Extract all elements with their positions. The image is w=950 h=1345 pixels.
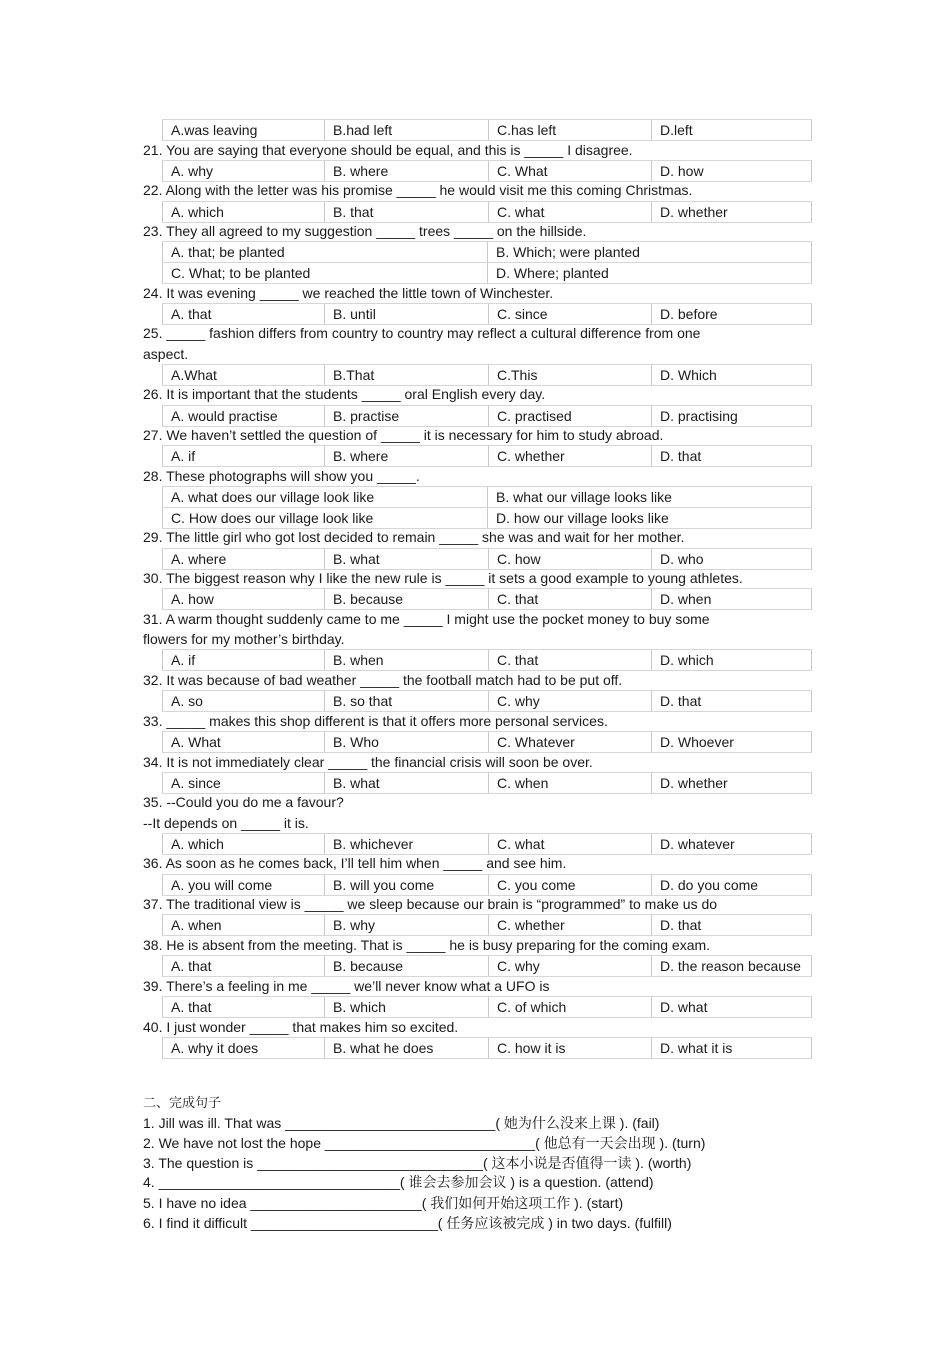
answer-option: D. before [651, 304, 812, 324]
answer-option: D. the reason because [651, 956, 812, 976]
answer-options-row [162, 486, 812, 508]
answer-option: B. so that [324, 691, 486, 711]
answer-options-row [162, 588, 812, 610]
answer-options-row [162, 201, 812, 223]
answer-option: A. What [162, 732, 324, 752]
answer-option: C. Whatever [488, 732, 650, 752]
answer-option: C. you come [488, 875, 650, 895]
answer-options-row [162, 731, 812, 753]
answer-option: B. which [324, 997, 486, 1017]
section-2-title: 二、完成句子 [143, 1096, 222, 1111]
question-text: aspect. [143, 345, 189, 362]
answer-option: D. which [651, 650, 812, 670]
answer-option: B. because [324, 589, 486, 609]
answer-option: D. practising [651, 406, 812, 426]
question-text: 24. It was evening _____ we reached the little town of Winchester. [143, 284, 554, 301]
answer-option: B. practise [324, 406, 486, 426]
question-text: 39. There’s a feeling in me _____ we’ll never know what a UFO is [143, 977, 550, 994]
answer-option: C. What; to be planted [162, 263, 487, 283]
completion-sentence-6: 6. I find it difficult ________________________( 任务应该被完成 ) in two days. (fulfill) [143, 1215, 672, 1231]
answer-option: B.That [324, 365, 486, 385]
completion-sentence-4: 4. _______________________________( 谁会去参加会议 ) is a question. (attend) [143, 1174, 654, 1190]
answer-options-row [162, 772, 812, 794]
answer-options-row [162, 445, 812, 467]
answer-options-row [162, 690, 812, 712]
answer-option: B. why [324, 915, 486, 935]
answer-option: D. whether [651, 773, 812, 793]
answer-options-row [162, 160, 812, 182]
answer-option: A. that [162, 956, 324, 976]
completion-sentence-5: 5. I have no idea ______________________( 我们如何开始这项工作 ). (start) [143, 1195, 624, 1211]
answer-option: B. what our village looks like [487, 487, 812, 507]
answer-option: C. when [488, 773, 650, 793]
answer-option: A.was leaving [162, 120, 324, 140]
answer-option: A. how [162, 589, 324, 609]
question-text: 21. You are saying that everyone should be equal, and this is _____ I disagree. [143, 141, 633, 158]
answer-option: A. if [162, 650, 324, 670]
answer-option: C. why [488, 691, 650, 711]
answer-option: B. because [324, 956, 486, 976]
answer-option: A. why [162, 161, 324, 181]
answer-options-row [162, 874, 812, 896]
answer-option: D. what it is [651, 1038, 812, 1058]
answer-option: D. do you come [651, 875, 812, 895]
answer-option: D.left [651, 120, 812, 140]
answer-option: A. that [162, 304, 324, 324]
answer-option: D. when [651, 589, 812, 609]
answer-options-row [162, 649, 812, 671]
question-text: 33. _____ makes this shop different is that it offers more personal services. [143, 712, 608, 729]
answer-option: C. What [488, 161, 650, 181]
answer-option: C. that [488, 589, 650, 609]
question-text: 23. They all agreed to my suggestion _____ trees _____ on the hillside. [143, 223, 587, 240]
answer-option: D. whether [651, 202, 812, 222]
answer-option: B. where [324, 161, 486, 181]
answer-option: A. where [162, 549, 324, 569]
answer-option: B.had left [324, 120, 486, 140]
answer-options-row [162, 241, 812, 263]
answer-option: C. of which [488, 997, 650, 1017]
answer-options-row [162, 303, 812, 325]
answer-option: C. whether [488, 446, 650, 466]
answer-option: C. why [488, 956, 650, 976]
answer-option: B. what [324, 773, 486, 793]
answer-options-row [162, 1037, 812, 1059]
answer-option: A. which [162, 202, 324, 222]
answer-option: B. whichever [324, 834, 486, 854]
answer-options-row [162, 955, 812, 977]
answer-option: C. what [488, 834, 650, 854]
answer-option: A.What [162, 365, 324, 385]
answer-option: A. why it does [162, 1038, 324, 1058]
answer-option: C. practised [488, 406, 650, 426]
answer-option: D. how [651, 161, 812, 181]
answer-option: A. so [162, 691, 324, 711]
answer-option: C. how it is [488, 1038, 650, 1058]
answer-option: C. How does our village look like [162, 508, 487, 528]
answer-option: A. if [162, 446, 324, 466]
answer-option: A. you will come [162, 875, 324, 895]
question-text: 38. He is absent from the meeting. That is _____ he is busy preparing for the coming exam. [143, 937, 711, 953]
answer-options-row [162, 833, 812, 855]
answer-option: C. since [488, 304, 650, 324]
question-text: 31. A warm thought suddenly came to me _____ I might use the pocket money to buy some [143, 611, 710, 627]
question-text: 30. The biggest reason why I like the new rule is _____ it sets a good example to young athletes. [143, 570, 743, 587]
answer-option: B. what he does [324, 1038, 486, 1058]
question-text: 32. It was because of bad weather _____ the football match had to be put off. [143, 672, 623, 688]
answer-option: A. since [162, 773, 324, 793]
answer-option: C. that [488, 650, 650, 670]
answer-option: D. that [651, 446, 812, 466]
question-text: 34. It is not immediately clear _____ the financial crisis will soon be over. [143, 753, 593, 770]
answer-option: B. until [324, 304, 486, 324]
question-text: 29. The little girl who got lost decided to remain _____ she was and wait for her mother. [143, 529, 685, 546]
answer-option: A. would practise [162, 406, 324, 426]
answer-option: A. that; be planted [162, 242, 487, 262]
answer-options-row [162, 262, 812, 284]
answer-options-row [162, 914, 812, 936]
answer-option: B. Who [324, 732, 486, 752]
question-text: 22. Along with the letter was his promise _____ he would visit me this coming Christmas. [143, 182, 693, 199]
answer-option: B. what [324, 549, 486, 569]
answer-option: A. what does our village look like [162, 487, 487, 507]
completion-sentence-2: 2. We have not lost the hope ___________________________( 他总有一天会出现 ). (turn) [143, 1135, 706, 1151]
answer-options-row [162, 119, 812, 141]
question-text: 40. I just wonder _____ that makes him so excited. [143, 1018, 459, 1035]
answer-options-row [162, 507, 812, 529]
answer-option: A. which [162, 834, 324, 854]
answer-option: D. how our village looks like [487, 508, 812, 528]
question-text: 26. It is important that the students _____ oral English every day. [143, 386, 546, 403]
answer-option: C. what [488, 202, 650, 222]
answer-option: C.This [488, 365, 650, 385]
question-text: 36. As soon as he comes back, I’ll tell him when _____ and see him. [143, 855, 567, 872]
answer-option: D. Where; planted [487, 263, 812, 283]
question-text: flowers for my mother’s birthday. [143, 631, 345, 648]
question-text: 27. We haven’t settled the question of _____ it is necessary for him to study abroad. [143, 427, 664, 444]
answer-option: D. Which [651, 365, 812, 385]
answer-option: C. how [488, 549, 650, 569]
answer-option: A. when [162, 915, 324, 935]
answer-option: D. that [651, 915, 812, 935]
answer-option: B. where [324, 446, 486, 466]
question-text: --It depends on _____ it is. [143, 814, 309, 831]
answer-options-row [162, 364, 812, 386]
completion-sentence-3: 3. The question is _____________________________( 这本小说是否值得一读 ). (worth) [143, 1155, 692, 1171]
answer-option: D. that [651, 691, 812, 711]
answer-option: D. whatever [651, 834, 812, 854]
answer-options-row [162, 996, 812, 1018]
question-text: 35. --Could you do me a favour? [143, 794, 344, 811]
answer-option: B. Which; were planted [487, 242, 812, 262]
answer-option: D. who [651, 549, 812, 569]
answer-option: D. what [651, 997, 812, 1017]
answer-option: A. that [162, 997, 324, 1017]
answer-option: B. when [324, 650, 486, 670]
answer-options-row [162, 405, 812, 427]
answer-option: B. that [324, 202, 486, 222]
answer-option: C.has left [488, 120, 650, 140]
question-text: 37. The traditional view is _____ we sleep because our brain is “programmed” to make us do [143, 896, 718, 913]
answer-option: D. Whoever [651, 732, 812, 752]
question-text: 28. These photographs will show you _____. [143, 468, 420, 484]
completion-sentence-1: 1. Jill was ill. That was ___________________________( 她为什么没来上课 ). (fail) [143, 1115, 660, 1131]
answer-option: C. whether [488, 915, 650, 935]
answer-options-row [162, 548, 812, 570]
question-text: 25. _____ fashion differs from country to country may reflect a cultural difference from one [143, 325, 701, 342]
answer-option: B. will you come [324, 875, 486, 895]
